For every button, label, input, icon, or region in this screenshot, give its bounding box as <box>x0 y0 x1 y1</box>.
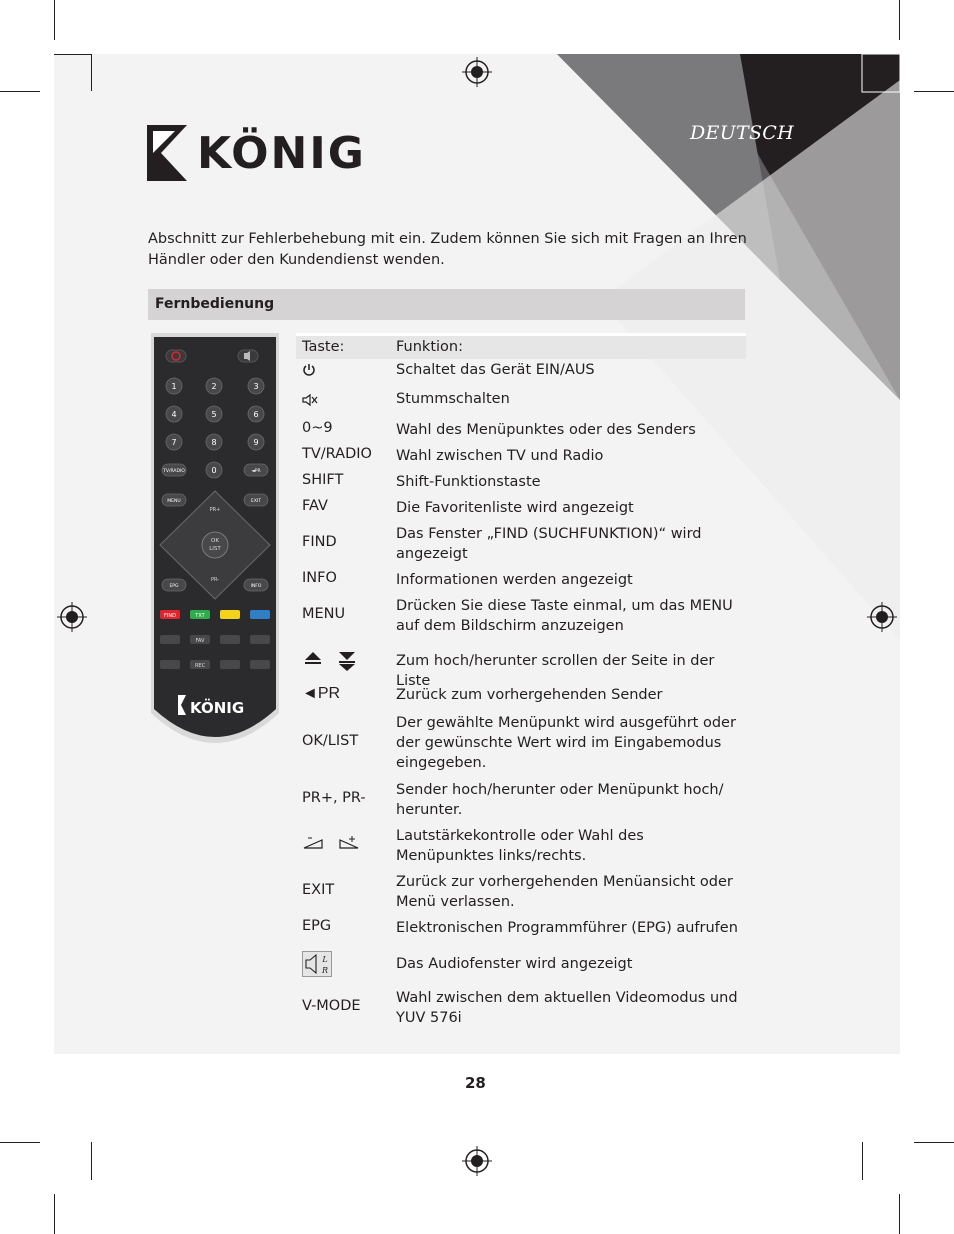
page-up-down-icon <box>302 651 358 671</box>
crop-mark <box>0 1142 40 1143</box>
svg-text:1: 1 <box>171 382 177 391</box>
crop-mark <box>91 1142 92 1180</box>
function-text: Das Audiofenster wird angezeigt <box>396 956 633 972</box>
function-text: Zum hoch/herunter scrollen der Seite in der Liste <box>396 653 715 689</box>
svg-text:4: 4 <box>171 410 177 419</box>
function-text: Lautstärkekontrolle oder Wahl des Menüpunktes links/rechts. <box>396 828 644 864</box>
svg-text:R: R <box>321 966 329 975</box>
function-text: Drücken Sie diese Taste einmal, um das MENU auf dem Bildschirm anzuzeigen <box>396 598 733 634</box>
registration-mark-icon <box>57 602 87 632</box>
volume-icon <box>302 834 360 852</box>
crop-mark <box>862 1142 863 1180</box>
crop-mark <box>54 1194 55 1234</box>
intro-line: Händler oder den Kundendienst wenden. <box>148 252 445 268</box>
section-header <box>148 289 745 320</box>
recall-icon: ◄PR <box>302 685 341 702</box>
function-text: Das Fenster „FIND (SUCHFUNKTION)“ wird angezeigt <box>396 526 702 562</box>
function-text: Wahl zwischen TV und Radio <box>396 448 604 464</box>
svg-text:5: 5 <box>211 410 217 419</box>
key-label: SHIFT <box>302 472 344 488</box>
crop-mark <box>54 54 91 55</box>
crop-mark <box>91 54 92 91</box>
key-label: FIND <box>302 534 337 550</box>
column-header-key: Taste: <box>302 339 345 355</box>
registration-mark-icon <box>867 602 897 632</box>
svg-text:◄PR: ◄PR <box>251 469 261 474</box>
mute-icon <box>302 393 318 407</box>
key-label: OK/LIST <box>302 733 359 749</box>
function-text: Sender hoch/herunter oder Menüpunkt hoch/ herunter. <box>396 782 724 818</box>
function-text: Stummschalten <box>396 391 510 407</box>
svg-text:9: 9 <box>253 438 259 447</box>
remote-control-image <box>148 333 282 753</box>
function-text: Informationen werden angezeigt <box>396 572 633 588</box>
remote-find-label: FIND <box>164 613 176 619</box>
svg-text:L: L <box>322 955 328 964</box>
intro-paragraph <box>148 229 748 271</box>
svg-text:PR+: PR+ <box>209 507 221 513</box>
registration-mark-icon <box>462 57 492 87</box>
key-label: PR+, PR- <box>302 790 366 806</box>
function-text: Zurück zur vorhergehenden Menüansicht oder Menü verlassen. <box>396 874 733 910</box>
key-label: EPG <box>302 918 332 934</box>
language-label: DEUTSCH <box>690 122 795 144</box>
page-number: 28 <box>465 1074 486 1092</box>
crop-mark <box>899 1194 900 1234</box>
remote-txt-label: TXT <box>195 613 205 619</box>
crop-mark <box>899 0 900 40</box>
key-label: INFO <box>302 570 337 586</box>
intro-line: Abschnitt zur Fehlerbehebung mit ein. Zudem können Sie sich mit Fragen an Ihren <box>148 231 747 247</box>
brand-logo <box>147 125 366 181</box>
function-text: Die Favoritenliste wird angezeigt <box>396 500 634 516</box>
svg-text:OK: OK <box>211 538 219 544</box>
key-label: MENU <box>302 606 346 622</box>
remote-brand-label: KÖNIG <box>190 699 245 717</box>
svg-text:INFO: INFO <box>250 584 262 589</box>
remote-blue-button <box>250 610 270 619</box>
key-label: 0~9 <box>302 420 333 436</box>
svg-text:2: 2 <box>211 382 217 391</box>
crop-mark <box>54 0 55 40</box>
function-text: Elektronischen Programmführer (EPG) aufrufen <box>396 920 738 936</box>
svg-text:EXIT: EXIT <box>250 499 262 504</box>
svg-text:PR-: PR- <box>210 577 220 583</box>
remote-fav-label: FAV <box>195 638 205 644</box>
svg-text:3: 3 <box>253 382 259 391</box>
key-label: TV/RADIO <box>302 446 372 462</box>
function-text: Wahl zwischen dem aktuellen Videomodus und YUV 576i <box>396 990 738 1026</box>
svg-text:TV/RADIO: TV/RADIO <box>163 469 185 474</box>
crop-mark <box>0 91 40 92</box>
svg-text:0: 0 <box>211 466 217 475</box>
function-text: Wahl des Menüpunktes oder des Senders <box>396 422 696 438</box>
function-text: Schaltet das Gerät EIN/AUS <box>396 362 595 378</box>
function-text: Shift-Funktionstaste <box>396 474 541 490</box>
key-label: FAV <box>302 498 328 514</box>
svg-text:7: 7 <box>171 438 177 447</box>
function-text: Zurück zum vorhergehenden Sender <box>396 687 663 703</box>
brand-wordmark: KÖNIG <box>197 127 366 179</box>
remote-rec-label: REC <box>194 663 206 669</box>
key-label: EXIT <box>302 882 335 898</box>
function-text: Der gewählte Menüpunkt wird ausgeführt oder der gewünschte Wert wird im Eingabemodus eingegeben. <box>396 715 736 771</box>
column-header-function: Funktion: <box>396 339 463 355</box>
registration-mark-icon <box>462 1146 492 1176</box>
konig-logo-icon <box>147 125 187 181</box>
svg-text:LIST: LIST <box>209 546 221 552</box>
svg-text:EPG: EPG <box>169 584 179 589</box>
table-header-row <box>296 333 746 359</box>
section-title: Fernbedienung <box>155 296 275 312</box>
svg-text:MENU: MENU <box>167 499 181 504</box>
key-label: V-MODE <box>302 998 361 1014</box>
svg-text:8: 8 <box>211 438 217 447</box>
svg-text:6: 6 <box>253 410 259 419</box>
crop-mark <box>914 91 954 92</box>
power-icon <box>302 363 316 377</box>
audio-lr-icon <box>302 951 332 977</box>
remote-yellow-button <box>220 610 240 619</box>
crop-mark <box>914 1142 954 1143</box>
